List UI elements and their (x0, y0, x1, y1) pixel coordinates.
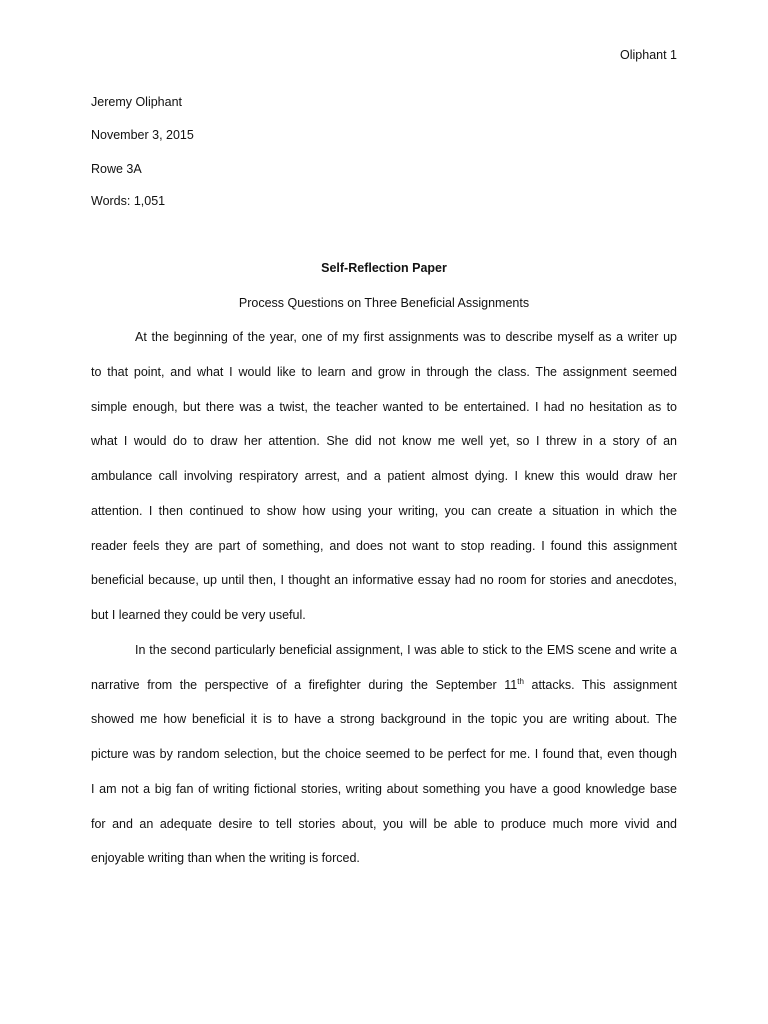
paragraph-2-text: narrative from the perspective of a firefighter during the September 11 (91, 678, 518, 692)
paragraph-1-line: beneficial because, up until then, I thought an informative essay had no room for stories and anecdotes, (91, 573, 677, 587)
paragraph-1-line: ambulance call involving respiratory arrest, and a patient almost dying. I knew this would draw her (91, 469, 677, 483)
word-count: Words: 1,051 (91, 194, 166, 208)
paragraph-2-line: picture was by random selection, but the choice seemed to be perfect for me. I found that, even though (91, 747, 677, 761)
paragraph-1-line: attention. I then continued to show how using your writing, you can create a situation in which the (91, 504, 677, 518)
ordinal-suffix: th (517, 676, 524, 686)
paragraph-2-text: attacks. This assignment (523, 678, 677, 692)
paragraph-1-line: At the beginning of the year, one of my first assignments was to describe myself as a writer up (135, 330, 677, 344)
paragraph-2-line: I am not a big fan of writing fictional stories, writing about something you have a good knowledge base (91, 782, 677, 796)
paragraph-2-line (91, 676, 677, 694)
class-name: Rowe 3A (91, 162, 142, 176)
running-head: Oliphant 1 (620, 48, 677, 62)
paper-title: Self-Reflection Paper (321, 261, 447, 275)
paragraph-1-line: but I learned they could be very useful. (91, 608, 306, 622)
paper-date: November 3, 2015 (91, 128, 194, 142)
paragraph-1-line: simple enough, but there was a twist, the teacher wanted to be entertained. I had no hesitation as to (91, 400, 677, 414)
author-name: Jeremy Oliphant (91, 95, 183, 109)
paragraph-2-line: enjoyable writing than when the writing is forced. (91, 851, 360, 865)
paragraph-2-line: for and an adequate desire to tell stories about, you will be able to produce much more vivid and (91, 817, 677, 831)
paragraph-1-line: reader feels they are part of something, and does not want to stop reading. I found this assignment (91, 539, 677, 553)
paragraph-1-line: to that point, and what I would like to learn and grow in through the class. The assignment seemed (91, 365, 677, 379)
paper-subtitle: Process Questions on Three Beneficial Assignments (238, 296, 530, 310)
paragraph-2-line: In the second particularly beneficial assignment, I was able to stick to the EMS scene and write a (135, 643, 677, 657)
paragraph-1-line: what I would do to draw her attention. She did not know me well yet, so I threw in a story of an (91, 434, 677, 448)
paragraph-2-line: showed me how beneficial it is to have a strong background in the topic you are writing about. The (91, 712, 677, 726)
